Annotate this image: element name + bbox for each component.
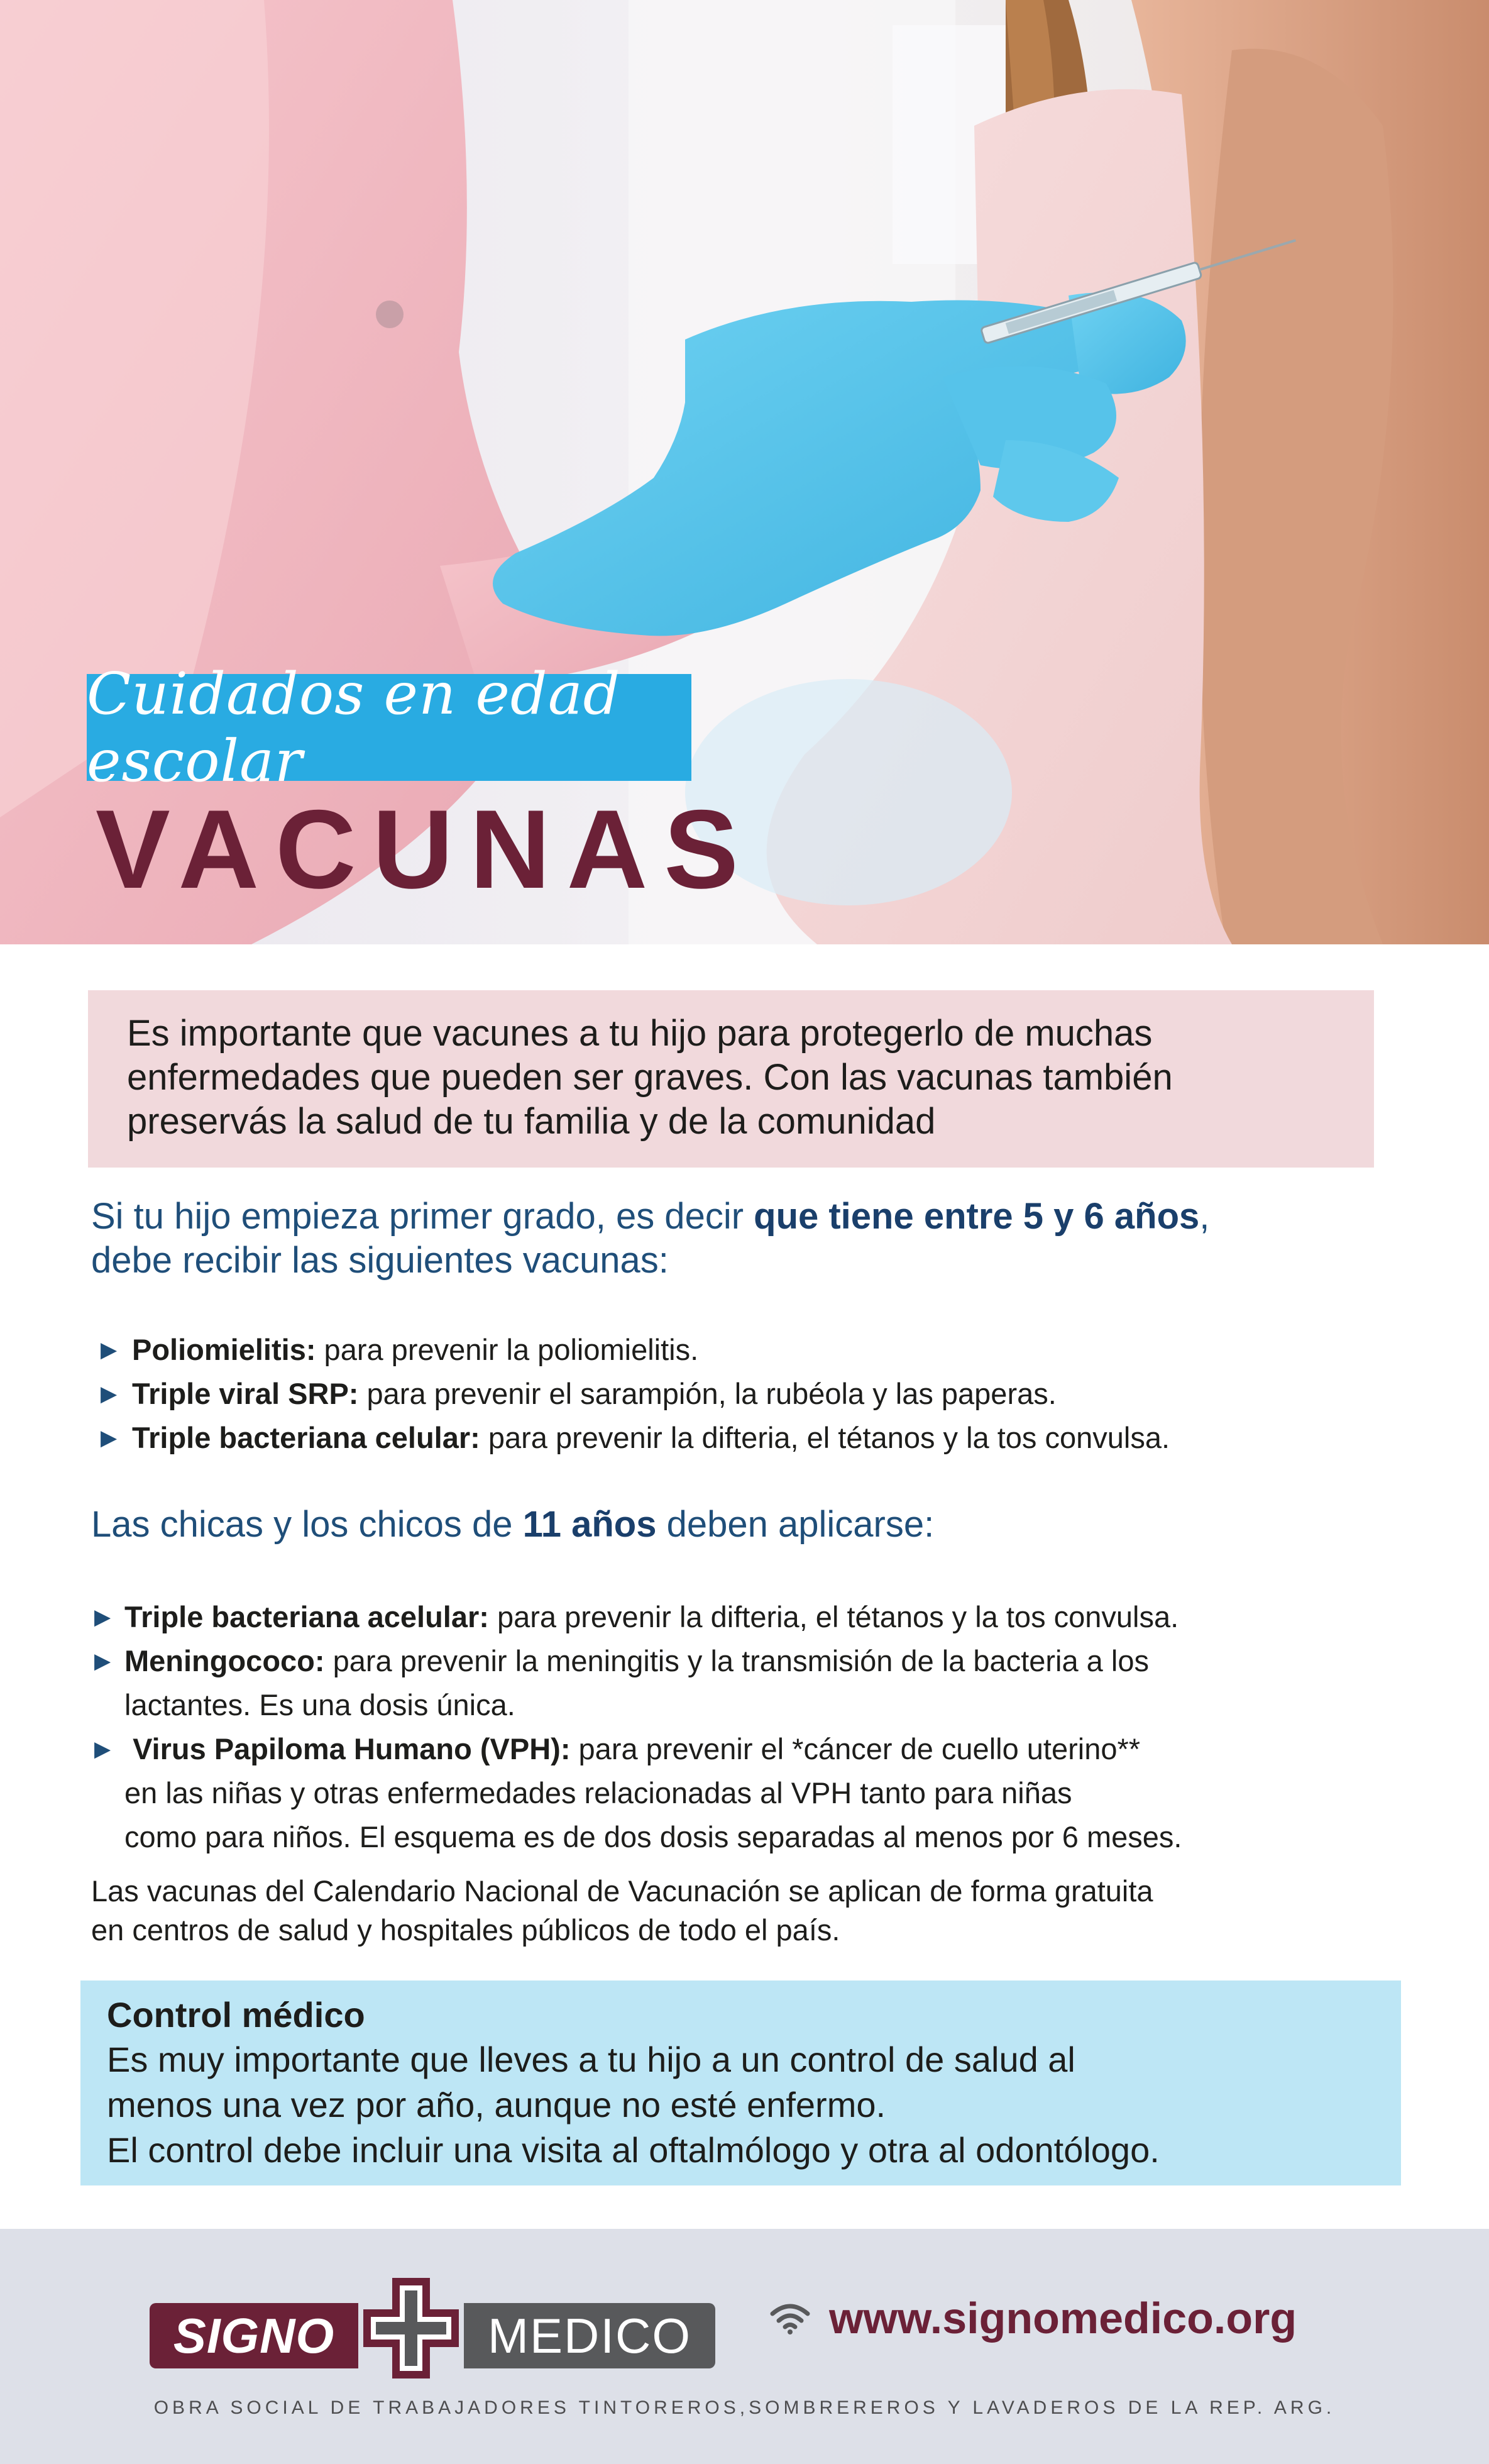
vaccine-name: Triple bacteriana acelular:: [124, 1600, 489, 1633]
control-line: menos una vez por año, aunque no esté enfermo.: [107, 2085, 886, 2124]
logo-left-text: SIGNO: [173, 2307, 335, 2363]
triangle-bullet-icon: ▶: [94, 1649, 111, 1673]
wifi-icon: [770, 2301, 810, 2335]
footer: [0, 2229, 1489, 2464]
triangle-bullet-icon: ▶: [94, 1737, 111, 1761]
website-url[interactable]: www.signomedico.org: [829, 2294, 1297, 2343]
triangle-bullet-icon: ▶: [94, 1605, 111, 1629]
intro-box: [88, 990, 1374, 1168]
heading-text: debe recibir las siguientes vacunas:: [91, 1240, 669, 1281]
hero-banner: [0, 0, 1489, 944]
website-link[interactable]: [770, 2293, 1297, 2343]
note-line: Las vacunas del Calendario Nacional de Vacunación se aplican de forma gratuita: [91, 1874, 1153, 1908]
note-line: en centros de salud y hospitales públicos de todo el país.: [91, 1913, 840, 1947]
vaccine-description: para prevenir el sarampión, la rubéola y las paperas.: [358, 1377, 1057, 1410]
heading-bold-text: que tiene entre 5 y 6 años: [754, 1196, 1200, 1237]
list-item: [101, 1372, 1420, 1416]
control-line: Es muy importante que lleves a tu hijo a un control de salud al: [107, 2040, 1075, 2079]
vaccine-name: Virus Papiloma Humano (VPH):: [133, 1732, 571, 1765]
hero-subtitle: Cuidados en edad escolar: [87, 660, 621, 795]
triangle-bullet-icon: ▶: [101, 1382, 118, 1406]
vaccine-list-first-grade: [101, 1328, 1420, 1460]
free-vaccination-note: [91, 1872, 1411, 1950]
vaccine-name: Triple bacteriana celular:: [132, 1421, 480, 1454]
vaccine-list-eleven-years: [94, 1595, 1402, 1859]
list-item: [94, 1727, 1402, 1859]
vaccine-description-continued: como para niños. El esquema es de dos dosis separadas al menos por 6 meses.: [124, 1820, 1182, 1854]
vaccine-description: para prevenir el *cáncer de cuello uterino**: [570, 1732, 1141, 1765]
intro-line: preservás la salud de tu familia y de la comunidad: [127, 1101, 936, 1142]
vaccine-name: Poliomielitis:: [132, 1333, 316, 1366]
vaccine-description: para prevenir la poliomielitis.: [316, 1333, 699, 1366]
organization-name: OBRA SOCIAL DE TRABAJADORES TINTOREROS,SOMBREREROS Y LAVADEROS DE LA REP. ARG.: [153, 2397, 1336, 2418]
logo-right-block: [464, 2303, 715, 2368]
vaccine-description: para prevenir la difteria, el tétanos y la tos convulsa.: [488, 1600, 1179, 1633]
heading-text: ,: [1199, 1196, 1210, 1237]
heading-text: deben aplicarse:: [656, 1504, 935, 1545]
section2-heading: [91, 1503, 934, 1547]
vaccine-description: para prevenir la difteria, el tétanos y la tos convulsa.: [480, 1421, 1170, 1454]
logo-left-block: [150, 2303, 358, 2368]
intro-line: Es importante que vacunes a tu hijo para protegerlo de muchas: [127, 1013, 1153, 1054]
intro-line: enfermedades que pueden ser graves. Con las vacunas también: [127, 1057, 1173, 1098]
list-item: [101, 1328, 1420, 1372]
heading-bold-text: 11 años: [522, 1504, 657, 1545]
page-title: VACUNAS: [96, 787, 755, 912]
triangle-bullet-icon: ▶: [101, 1338, 118, 1362]
vaccine-name: Triple viral SRP:: [132, 1377, 359, 1410]
vaccine-description-continued: lactantes. Es una dosis única.: [124, 1688, 515, 1721]
control-line: El control debe incluir una visita al oftalmólogo y otra al odontólogo.: [107, 2130, 1160, 2170]
vaccine-name: Meningococo:: [124, 1644, 325, 1677]
list-item: [94, 1639, 1402, 1727]
signo-medico-logo: [150, 2278, 715, 2378]
vaccine-description: para prevenir la meningitis y la transmisión de la bacteria a los: [324, 1644, 1149, 1677]
list-item: [101, 1416, 1420, 1460]
heading-text: Si tu hijo empieza primer grado, es decir: [91, 1196, 754, 1237]
section1-heading: [91, 1195, 1209, 1283]
control-title: Control médico: [107, 1995, 365, 2035]
medical-cross-icon: [363, 2278, 459, 2378]
subtitle-banner: [87, 660, 691, 795]
vaccine-description-continued: en las niñas y otras enfermedades relacionadas al VPH tanto para niñas: [124, 1776, 1072, 1809]
medical-control-box: [80, 1981, 1401, 2185]
logo-right-text: MEDICO: [488, 2307, 691, 2363]
list-item: [94, 1595, 1402, 1639]
heading-text: Las chicas y los chicos de: [91, 1504, 523, 1545]
triangle-bullet-icon: ▶: [101, 1426, 118, 1450]
